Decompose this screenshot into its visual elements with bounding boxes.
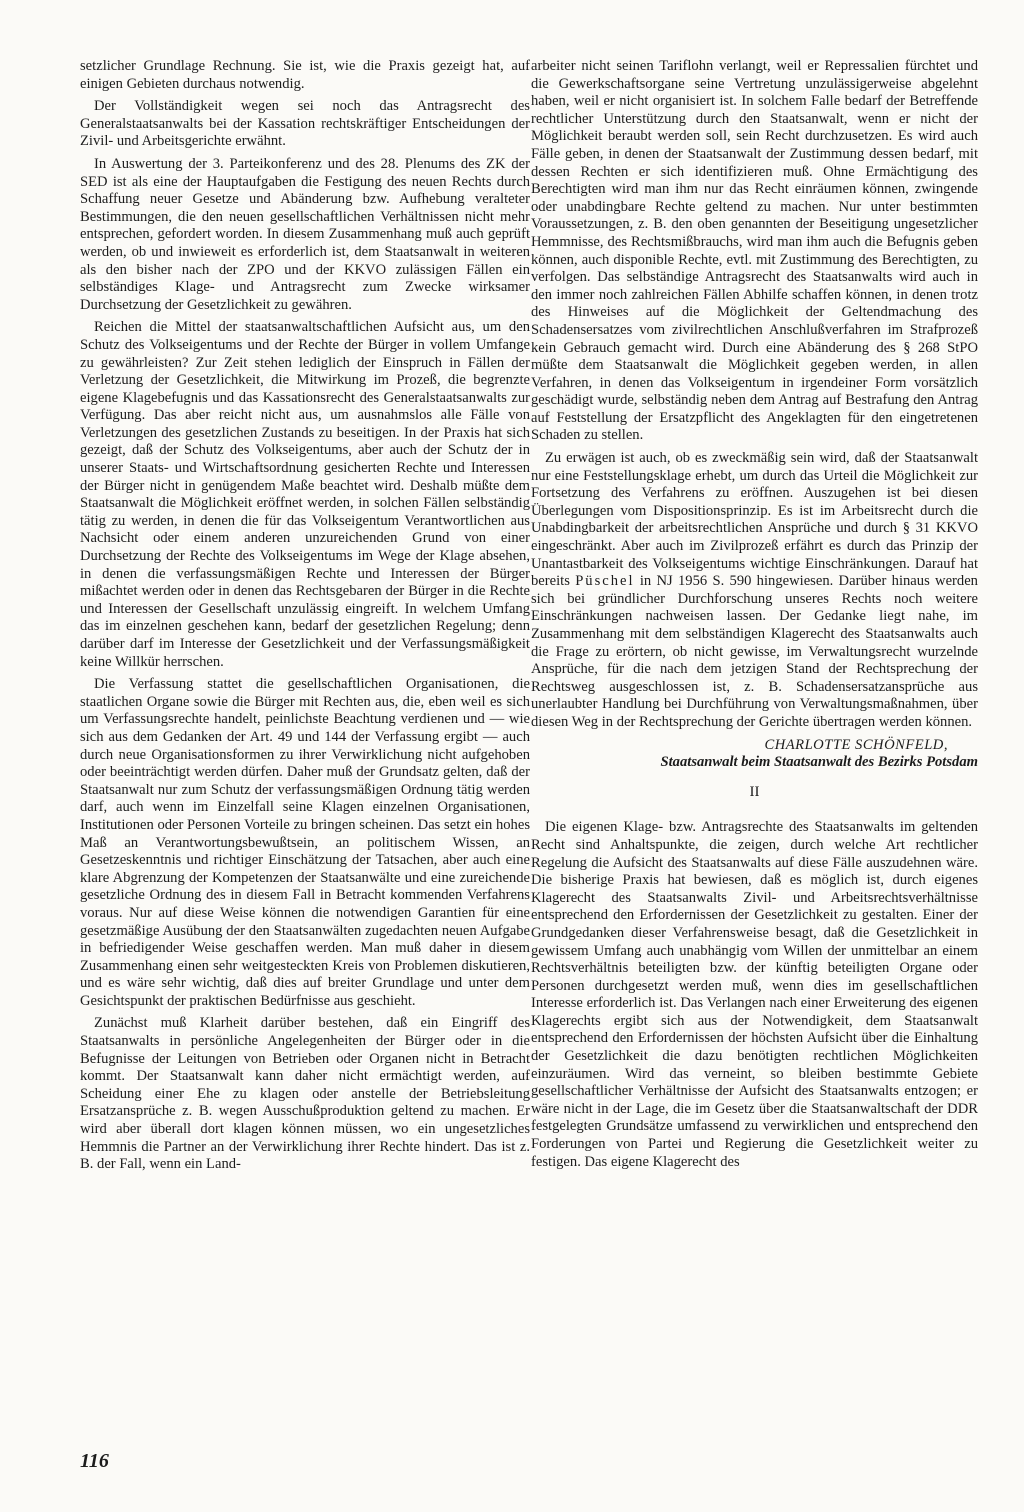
- paragraph: Der Vollständigkeit wegen sei noch das Antragsrecht des Generalstaatsanwalts bei der Kassation rechtskräftiger Entscheidungen der Zivil- und Arbeitsgerichte erwähnt.: [80, 98, 530, 150]
- page-number: 116: [80, 1450, 109, 1472]
- paragraph: arbeiter nicht seinen Tariflohn verlangt, weil er Repressalien fürchtet und die Gewerkschaftsorgane seine Vertretung unzulässigerweise abgelehnt haben, weil er nicht organisiert ist. In solchem Falle bedarf der Betreffende rechtlicher Unterstützung durch den Staatsanwalt, wenn er nicht der Möglichkeit beraubt werden soll, sein Recht durchzusetzen. Es wird auch Fälle geben, in denen der Staatsanwalt der Zustimmung dessen bedarf, mit dessen Rechten er sich identifizieren muß. Ohne Ermächtigung des Berechtigten wird man ihm nur das Recht einräumen können, zwingende oder unabdingbare Rechte geltend zu machen. Nur unter bestimmten Voraussetzungen, z. B. den oben genannten der Beseitigung ungesetzlicher Hemmnisse, des Rechtsmißbrauchs, wird man ihm auch die Befugnis geben können, auch disponible Rechte, evtl. mit Zustimmung des Berechtigten, zu verfolgen. Das selbständige Antragsrecht des Staatsanwalts wird auch in den immer noch zahlreichen Fällen Abhilfe schaffen können, in denen trotz des Hinweises auf die Möglichkeit der Geltendmachung des Schadensersatzes vom zivilrechtlichen Anschlußverfahren im Strafprozeß kein Gebrauch gemacht wird. Durch eine Abänderung des § 268 StPO müßte dem Staatsanwalt die Möglichkeit gegeben werden, in allen Verfahren, in denen das Volkseigentum in irgendeiner Form vorsätzlich geschädigt wurde, selbständig neben dem Antrag auf Bestrafung den Antrag auf Feststellung der Ersatzpflicht des Angeklagten für den eingetretenen Schaden zu stellen.: [531, 58, 978, 444]
- section-numeral: II: [749, 783, 760, 800]
- signature-name: CHARLOTTE SCHÖNFELD,: [764, 736, 948, 753]
- paragraph: Reichen die Mittel der staatsanwaltschaftlichen Aufsicht aus, um den Schutz des Volkseigentums und der Rechte der Bürger in vollem Umfange zu gewährleisten? Zur Zeit stehen lediglich der Einspruch in Fällen der Verletzung der Gesetzlichkeit, die Mitwirkung im Prozeß, die begrenzte eigene Klagebefugnis und das Kassationsrecht des Generalstaatsanwalts zur Verfügung. Das aber reicht nicht aus, um ausnahmslos alle Fälle von Verletzungen des gesetzlichen Zustands zu beseitigen. In der Praxis hat sich gezeigt, daß der Schutz des Volkseigentums, aber auch der Schutz der in unserer Staats- und Wirtschaftsordnung gesicherten Rechte und Interessen der Bürger nicht in genügendem Maße beachtet wird. Deshalb müßte dem Staatsanwalt die Möglichkeit eröffnet werden, in solchen Fällen selbständig tätig zu werden, in denen die für das Volkseigentum Verantwortlichen aus Nachsicht oder einem anderen unzureichenden Grund von einer Durchsetzung der Rechte des Volkseigentums im Wege der Klage absehen, in denen die verfassungsmäßigen Rechte und Interessen der Bürger mißachtet werden oder in denen das Rechtsgebaren der Bürger in die Rechte und Interessen der Gesellschaft unzulässig eingreift. In welchem Umfang das im einzelnen geschehen kann, bedarf der gesetzlichen Regelung; denn darüber darf im Interesse der Gesetzlichkeit und der Verfassungsmäßigkeit keine Willkür herrschen.: [80, 319, 530, 670]
- paragraph-text: in NJ 1956 S. 590 hingewiesen. Darüber hinaus werden sich bei gründlicher Durchforschung unseres Rechts noch weitere Einschränkungen nachweisen lassen. Der Gedanke liegt nahe, im Zusammenhang mit dem selbständigen Klagerecht des Staatsanwalts auch die Frage zu erörtern, ob nicht gewisse, im Verwaltungsrecht wurzelnde Ansprüche, für die nach dem jetzigen Stand der Rechtsprechung der Rechtsweg ausgeschlossen ist, z. B. Schadensersatzansprüche aus unerlaubter Handlung bei Durchführung von Verwaltungsmaßnahmen, über diesen Weg in der Rechtsprechung der Gerichte übertragen werden können.: [531, 573, 978, 730]
- paragraph: In Auswertung der 3. Parteikonferenz und des 28. Plenums des ZK der SED ist als eine der Hauptaufgaben die Festigung des neuen Rechts durch Schaffung neuer Gesetze und Abänderung bzw. Aufhebung veralteter Bestimmungen, die den neuen gesellschaftlichen Verhältnissen nicht mehr entsprechen, gefordert worden. In diesem Zusammenhang muß auch geprüft werden, ob und inwieweit es erforderlich ist, dem Staatsanwalt in weiteren als den bisher nach der ZPO und der KKVO zulässigen Fällen ein selbständiges Klage- und Antragsrecht zum Zwecke wirksamer Durchsetzung der Gesetzlichkeit zu gewähren.: [80, 155, 530, 313]
- paragraph: Zunächst muß Klarheit darüber bestehen, daß ein Eingriff des Staatsanwalts in persönliche Angelegenheiten der Bürger oder in die Befugnisse der Leitungen von Betrieben oder Organen nicht in Betracht kommt. Der Staatsanwalt kann daher nicht ermächtigt werden, auf Scheidung einer Ehe zu klagen oder anstelle der Betriebsleitung Ersatzansprüche z. B. wegen Ausschußproduktion geltend zu machen. Er wird aber überall dort klagen können müssen, wo ein ungesetzliches Hemmnis die Partner an der Verwirklichung ihrer Rechte hindert. Das ist z. B. der Fall, wenn ein Land-: [80, 1015, 530, 1173]
- paragraph: Die Verfassung stattet die gesellschaftlichen Organisationen, die staatlichen Organe sowie die Bürger mit Rechten aus, die, eben weil es sich um Verfassungsrechte handelt, peinlichste Beachtung verdienen und — wie sich aus dem Gedanken der Art. 49 und 144 der Verfassung ergibt — auch durch neue Organisationsformen zu ihrer Verwirklichung nicht aufgehoben oder beeinträchtigt werden dürfen. Daher muß der Grundsatz gelten, daß der Staatsanwalt nur zum Schutz der verfassungsmäßigen Ordnung tätig werden darf, auch wenn im Einzelfall seine Klagen einzelnen Organisationen, Institutionen oder Personen Vorteile zu bringen scheinen. Das setzt ein hohes Maß an Verantwortungsbewußtsein, an politischem Wissen, an Gesetzeskenntnis und richtiger Einschätzung der Tatsachen, aber auch eine klare Abgrenzung der Kompetenzen der Staatsanwälte und eine zureichende gesetzliche Ordnung des in diesem Fall in Betracht kommenden Verfahrens voraus. Nur auf diese Weise können die notwendigen Garantien für eine gesetzmäßige Ausübung der den Staatsanwälten zugedachten neuen Aufgabe in befriedigender Weise geschaffen werden. Man muß daher in diesem Zusammenhang einen sehr weitgesteckten Kreis von Problemen diskutieren, und es wäre sehr wichtig, daß dies auf breiter Grundlage und unter dem Gesichtspunkt der praktischen Bedürfnisse aus geschieht.: [80, 676, 530, 1009]
- paragraph: [531, 450, 978, 732]
- left-column: [80, 58, 530, 1179]
- paragraph: Die eigenen Klage- bzw. Antragsrechte des Staatsanwalts im geltenden Recht sind Anhaltspunkte, die zeigen, durch welche Art rechtlicher Regelung die Aufsicht des Staatsanwalts auf diese Fälle auszudehnen wäre. Die bisherige Praxis hat bewiesen, daß es möglich ist, durch eigenes Klagerecht des Staatsanwalts Zivil- und Arbeitsrechtsverhältnisse entsprechend den Erfordernissen der Gesetzlichkeit zu gestalten. Einer der Grundgedanken dieser Verfahrensweise besagt, daß die Gesetzlichkeit in gewissem Umfang auch unabhängig vom Willen der unmittelbar an einem Rechtsverhältnis beteiligten bzw. der künftig beteiligten Organe oder Personen durchgesetzt werden muß, wenn dies im gesellschaftlichen Interesse erforderlich ist. Das Verlangen nach einer Erweiterung des eigenen Klagerechts ergibt sich aus der Notwendigkeit, dem Staatsanwalt entsprechend den Erfordernissen der höchsten Aufsicht über die Einhaltung der Gesetzlichkeit die dazu benötigten rechtlichen Möglichkeiten einzuräumen. Wird das verneint, so bleiben bestimmte Gebiete gesellschaftlicher Verhältnisse der Aufsicht des Staatsanwalts entzogen; er wäre nicht in der Lage, die im Gesetz über die Staatsanwaltschaft der DDR festgelegten Grundsätze umfassend zu verwirklichen und entsprechend den Forderungen von Partei und Regierung die Gesetzlichkeit weiter zu festigen. Das eigene Klagerecht des: [531, 819, 978, 1170]
- author-reference: Püschel: [575, 573, 635, 590]
- paragraph-text: Zu erwägen ist auch, ob es zweckmäßig sein wird, daß der Staatsanwalt nur eine Feststellungsklage erhebt, um durch das Urteil die Möglichkeit zur Fortsetzung des Verfahrens zu eröffnen. Auszugehen ist bei diesen Überlegungen vom Dispositionsprinzip. Es ist im Arbeitsrecht durch die Unabdingbarkeit der arbeitsrechtlichen Ansprüche und durch § 31 KKVO eingeschränkt. Aber auch im Zivilprozeß erfährt es durch das Prinzip der Unantastbarkeit des Volkseigentums wichtige Einschränkungen. Darauf hat bereits: [531, 450, 978, 590]
- signature-title: Staatsanwalt beim Staatsanwalt des Bezirks Potsdam: [660, 754, 978, 771]
- paragraph: setzlicher Grundlage Rechnung. Sie ist, wie die Praxis gezeigt hat, auf einigen Gebieten durchaus notwendig.: [80, 58, 530, 92]
- right-column: [531, 58, 978, 1176]
